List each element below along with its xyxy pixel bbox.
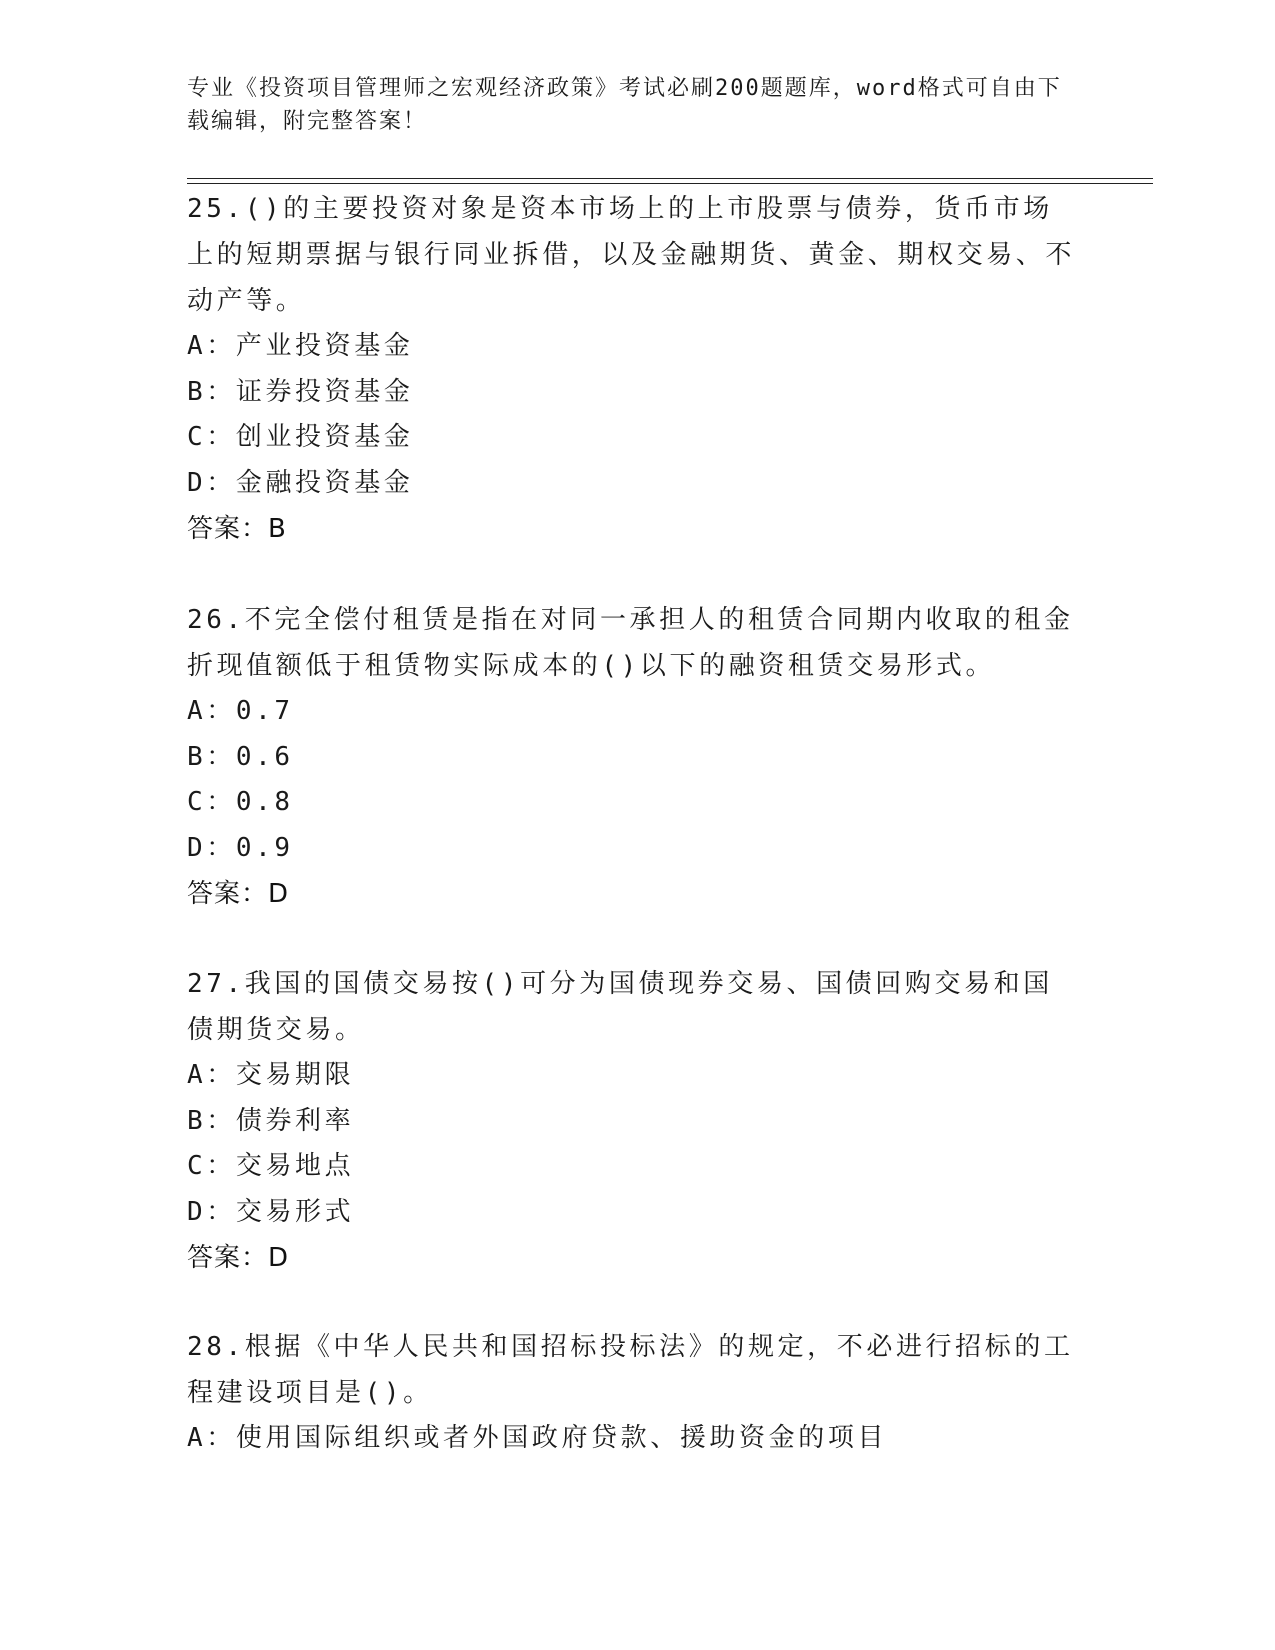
question-stem: 28.根据《中华人民共和国招标投标法》的规定，不必进行招标的工程建设项目是()。 <box>187 1332 1074 1408</box>
option-a: A：交易期限 <box>187 1060 355 1090</box>
option-c: C：创业投资基金 <box>187 422 414 452</box>
option-c: C：交易地点 <box>187 1151 355 1181</box>
question-28 <box>187 1324 1077 1462</box>
document-header: 专业《投资项目管理师之宏观经济政策》考试必刷200题题库，word格式可自由下载编辑，附完整答案！ <box>187 76 1062 134</box>
question-26 <box>187 597 1077 917</box>
option-d: D：交易形式 <box>187 1196 355 1227</box>
option-b: B：证券投资基金 <box>187 376 414 407</box>
option-a: A：产业投资基金 <box>187 331 414 361</box>
option-a: A：使用国际组织或者外国政府贷款、援助资金的项目 <box>187 1423 888 1453</box>
question-27 <box>187 961 1077 1281</box>
answer-text: 答案：D <box>187 1243 290 1273</box>
answer-text: 答案：D <box>187 879 290 909</box>
answer-text: 答案：B <box>187 514 287 544</box>
question-25 <box>187 186 1077 552</box>
option-c: C：0.8 <box>187 787 294 817</box>
question-stem: 26.不完全偿付租赁是指在对同一承担人的租赁合同期内收取的租金折现值额低于租赁物实际成本的()以下的融资租赁交易形式。 <box>187 605 1074 681</box>
option-d: D：0.9 <box>187 832 294 863</box>
question-stem: 27.我国的国债交易按()可分为国债现券交易、国债回购交易和国债期货交易。 <box>187 969 1053 1045</box>
option-b: B：0.6 <box>187 741 294 772</box>
header-divider-top <box>187 178 1153 179</box>
question-stem: 25.()的主要投资对象是资本市场上的上市股票与债券，货币市场上的短期票据与银行同业拆借，以及金融期货、黄金、期权交易、不动产等。 <box>187 194 1076 316</box>
option-d: D：金融投资基金 <box>187 467 414 498</box>
option-b: B：债券利率 <box>187 1105 355 1136</box>
header-divider-bottom <box>187 183 1153 184</box>
option-a: A：0.7 <box>187 696 294 726</box>
